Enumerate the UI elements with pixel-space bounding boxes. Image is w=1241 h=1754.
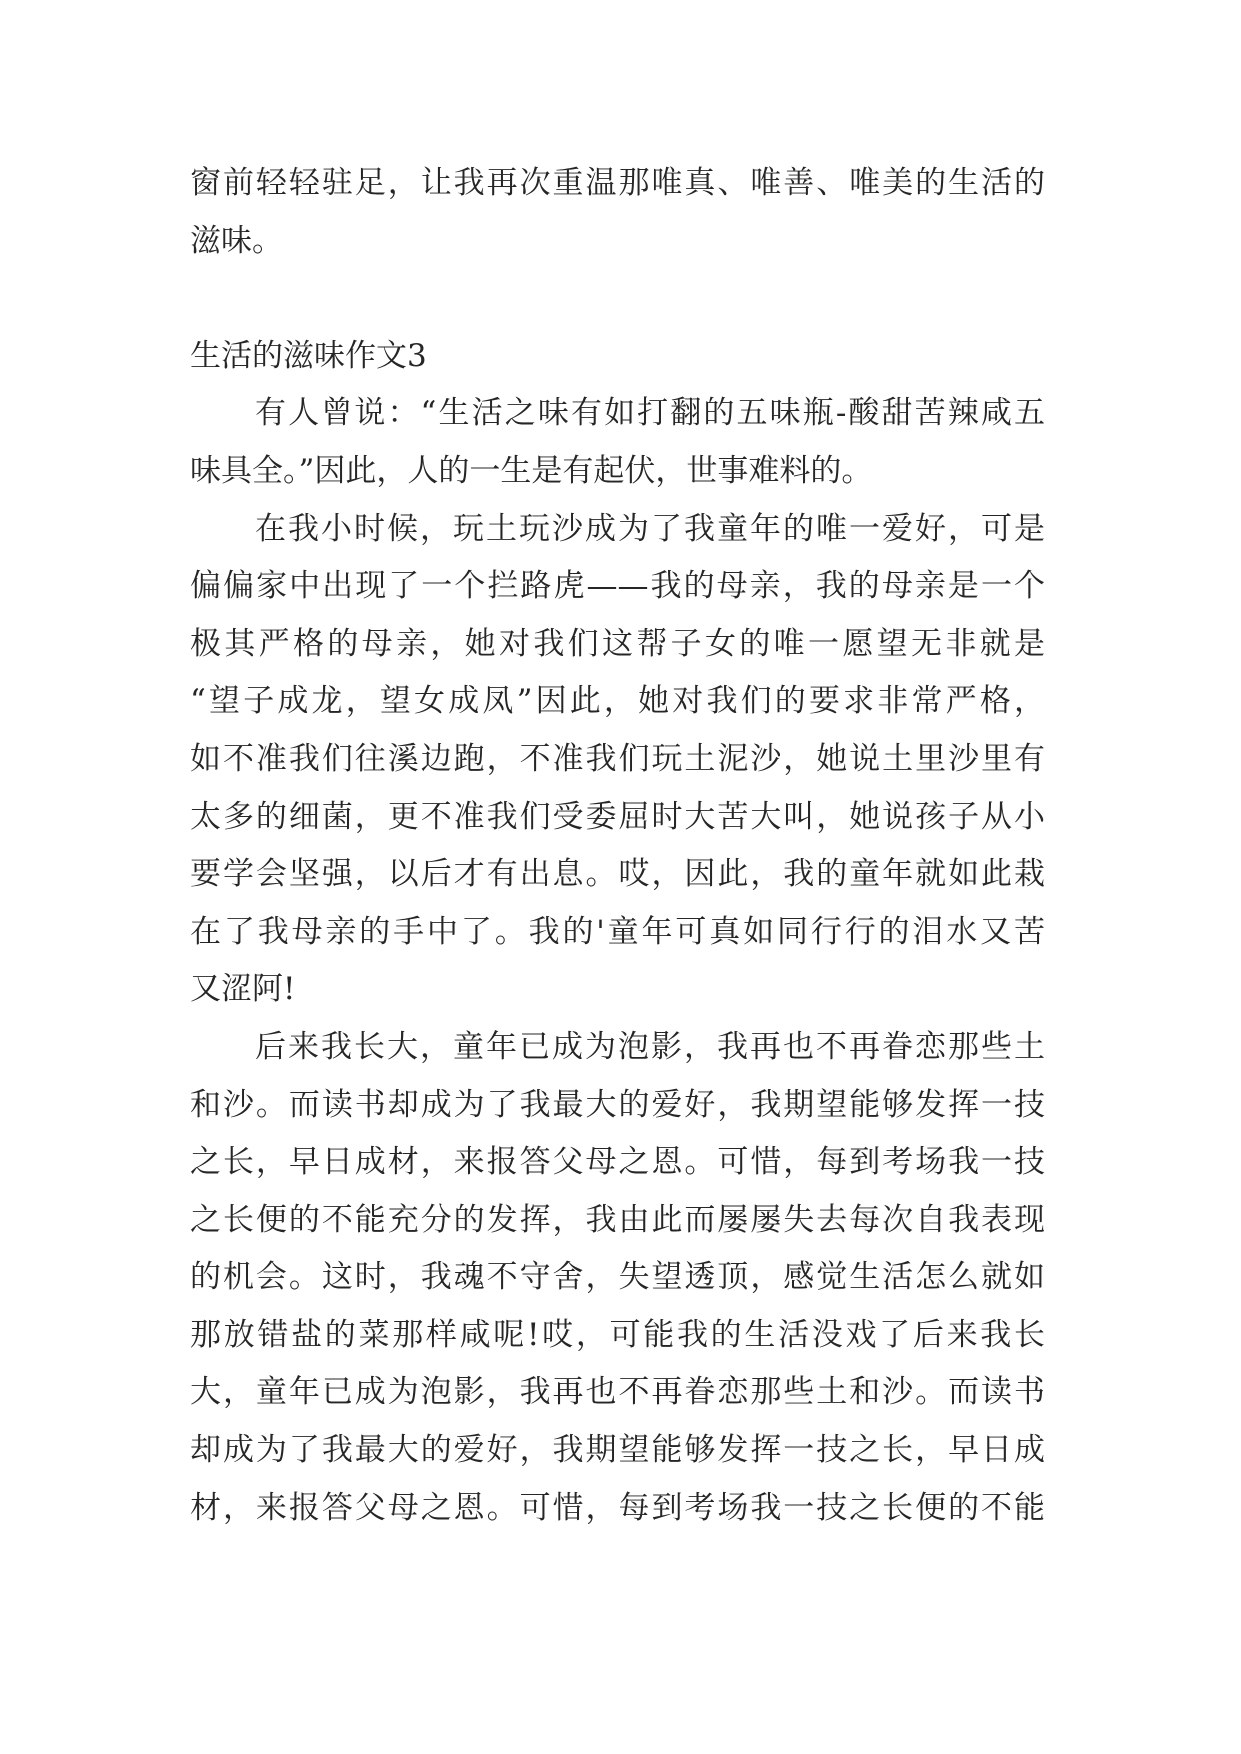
text-line: 的机会。这时，我魂不守舍，失望透顶，感觉生活怎么就如 <box>190 1259 1045 1296</box>
text-line: 大，童年已成为泡影，我再也不再眷恋那些土和沙。而读书 <box>190 1374 1045 1411</box>
paragraph-3 <box>190 1019 1045 1537</box>
document-body <box>190 155 1045 1537</box>
text-line: 窗前轻轻驻足，让我再次重温那唯真、唯善、唯美的生活的 <box>190 165 1045 201</box>
text-line: 那放错盐的菜那样咸呢!哎，可能我的生活没戏了后来我长 <box>190 1316 1045 1353</box>
text-line: 偏偏家中出现了一个拦路虎——我的母亲，我的母亲是一个 <box>190 568 1045 605</box>
text-line: 要学会坚强，以后才有出息。哎，因此，我的童年就如此栽 <box>190 856 1045 893</box>
text-line: 太多的细菌，更不准我们受委屈时大苦大叫，她说孩子从小 <box>190 798 1045 835</box>
text-line: 又涩阿! <box>190 971 296 1008</box>
paragraph-1 <box>190 385 1045 500</box>
section-title: 生活的滋味作文3 <box>190 337 427 374</box>
text-line: “望子成龙，望女成凤”因此，她对我们的要求非常严格， <box>190 683 1045 720</box>
text-line: 后来我长大，童年已成为泡影，我再也不再眷恋那些土 <box>255 1028 1045 1065</box>
text-line: 材，来报答父母之恩。可惜，每到考场我一技之长便的不能 <box>190 1489 1045 1526</box>
text-line: 滋味。 <box>190 222 283 259</box>
text-line: 却成为了我最大的爱好，我期望能够发挥一技之长，早日成 <box>190 1432 1045 1469</box>
text-line: 如不准我们往溪边跑，不准我们玩土泥沙，她说土里沙里有 <box>190 740 1045 777</box>
text-line: 极其严格的母亲，她对我们这帮子女的唯一愿望无非就是 <box>190 625 1045 662</box>
paragraph-2 <box>190 501 1045 1019</box>
text-line: 之长便的不能充分的发挥，我由此而屡屡失去每次自我表现 <box>190 1201 1045 1238</box>
paragraph-continued <box>190 155 1045 270</box>
text-line: 之长，早日成材，来报答父母之恩。可惜，每到考场我一技 <box>190 1144 1045 1181</box>
blank-line <box>190 270 1045 328</box>
text-line: 有人曾说：“生活之味有如打翻的五味瓶-酸甜苦辣咸五 <box>255 395 1045 432</box>
text-line: 在我小时候，玩土玩沙成为了我童年的唯一爱好，可是 <box>255 510 1045 547</box>
text-line: 和沙。而读书却成为了我最大的爱好，我期望能够发挥一技 <box>190 1086 1045 1123</box>
text-line: 味具全。”因此，人的一生是有起伏，世事难料的。 <box>190 452 873 489</box>
text-line: 在了我母亲的手中了。我的'童年可真如同行行的泪水又苦 <box>190 913 1045 950</box>
